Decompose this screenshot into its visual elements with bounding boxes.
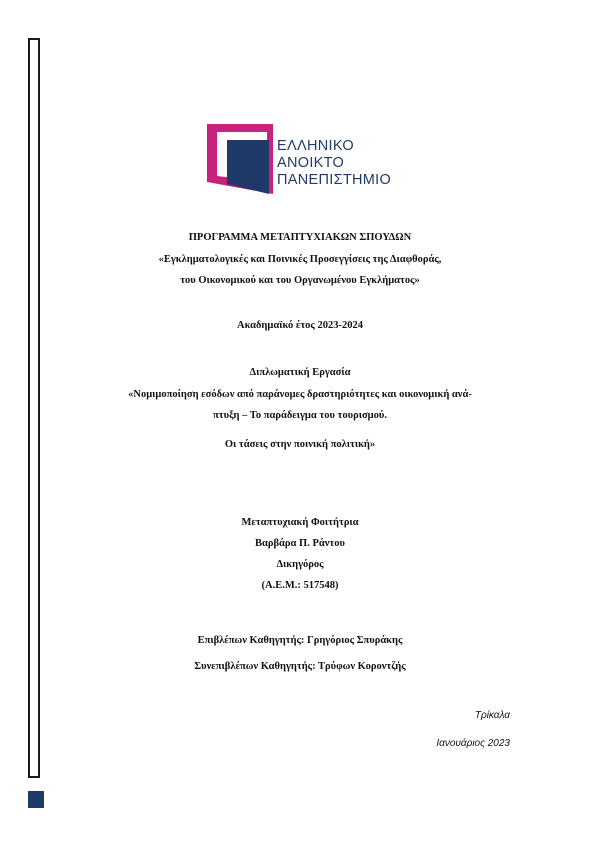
co-supervisor: Συνεπιβλέπων Καθηγητής: Τρύφων Κοροντζής (194, 661, 406, 672)
logo-emblem-icon (207, 124, 273, 194)
thesis-title-line-3: Οι τάσεις στην ποινική πολιτική» (224, 439, 376, 450)
thesis-label: Διπλωματική Εργασία (249, 367, 351, 378)
logo-line-1: ΕΛΛΗΝΙΚΟ (277, 138, 354, 154)
logo-line-3: ΠΑΝΕΠΙΣΤΗΜΙΟ (277, 172, 392, 188)
student-profession: Δικηγόρος (276, 559, 324, 570)
university-logo (207, 124, 407, 194)
student-id: (Α.Ε.Μ.: 517548) (261, 580, 339, 591)
thesis-title-line-2: πτυξη – Το παράδειγμα του τουρισμού. (213, 410, 387, 421)
academic-year: Ακαδημαϊκό έτος 2023-2024 (237, 320, 363, 331)
footer-city: Τρίκαλα (474, 710, 510, 721)
footer-date: Ιανουάριος 2023 (436, 738, 510, 749)
thesis-title-line-1: «Νομιμοποίηση εσόδων από παράνομες δραστηριότητες και οικονομική ανά- (128, 389, 472, 400)
student-name: Βαρβάρα Π. Ράντου (255, 538, 345, 549)
supervisor: Επιβλέπων Καθηγητής: Γρηγόριος Σπυράκης (197, 635, 403, 646)
program-subtitle-line-2: του Οικονομικού και του Οργανωμένου Εγκλήματος» (180, 275, 420, 286)
logo-wordmark (277, 138, 391, 189)
logo-line-2: ΑΝΟΙΚΤΟ (277, 155, 345, 171)
decorative-square (28, 791, 44, 808)
decorative-side-bar (28, 38, 40, 778)
program-title: ΠΡΟΓΡΑΜΜΑ ΜΕΤΑΠΤΥΧΙΑΚΩΝ ΣΠΟΥΔΩΝ (188, 232, 412, 243)
student-role: Μεταπτυχιακή Φοιτήτρια (241, 517, 359, 528)
program-subtitle-line-1: «Εγκληματολογικές και Ποινικές Προσεγγίσεις της Διαφθοράς, (158, 254, 442, 265)
